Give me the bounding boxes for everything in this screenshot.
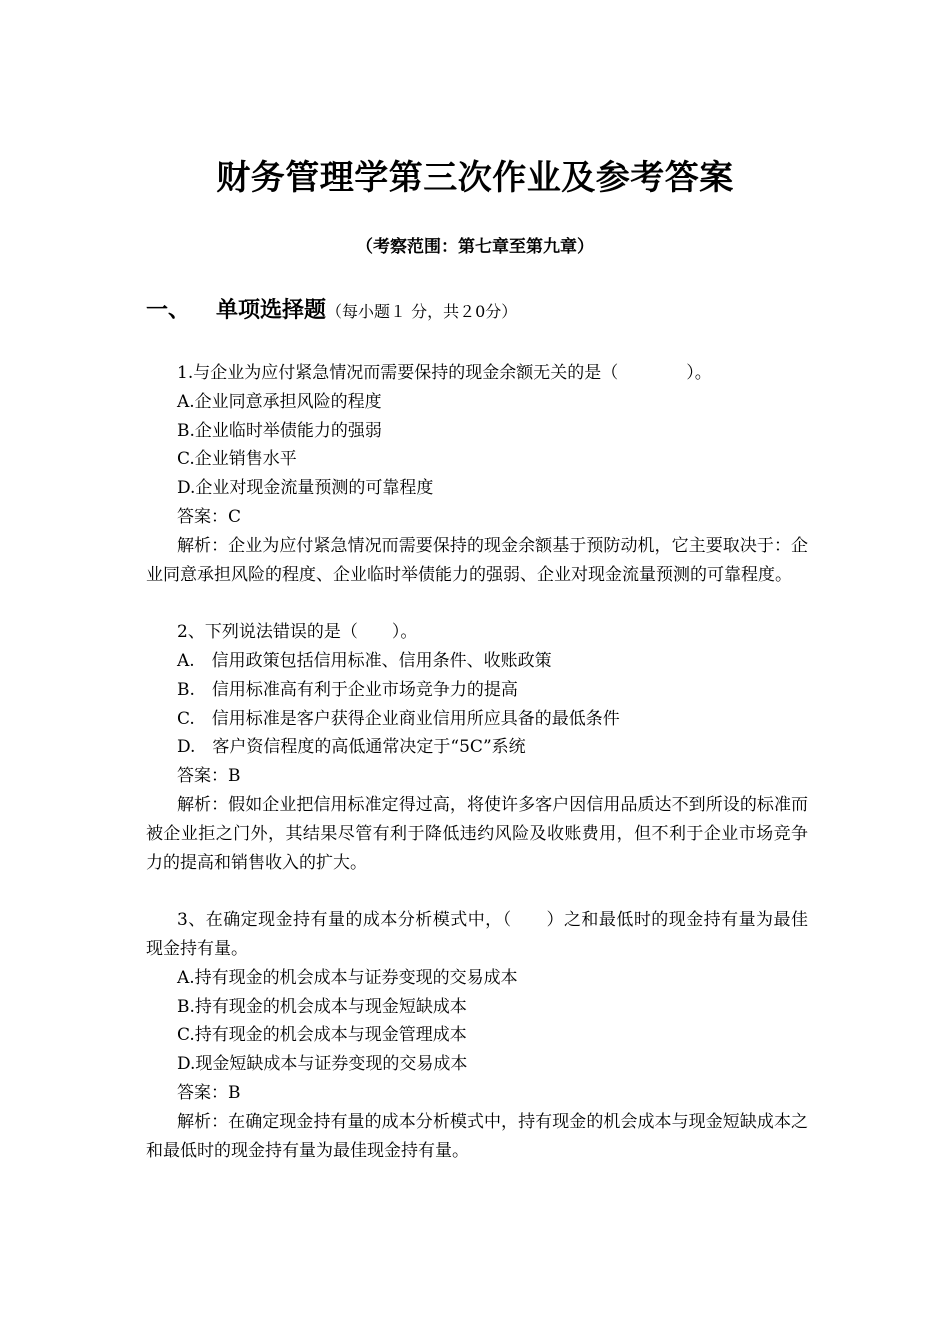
option-c: C.持有现金的机会成本与现金管理成本	[177, 1025, 467, 1046]
section-heading	[146, 294, 846, 329]
section-scoring-note: （每小题１ 分，共２0分）	[326, 302, 518, 321]
question-stem: 2、下列说法错误的是（ ）。	[177, 622, 418, 643]
option-a: A. 信用政策包括信用标准、信用条件、收账政策	[177, 650, 552, 671]
option-b: B. 信用标准高有利于企业市场竞争力的提高	[177, 679, 518, 700]
question-stem: 1.与企业为应付紧急情况而需要保持的现金余额无关的是（ ）。	[177, 363, 712, 383]
analysis: 解析：企业为应付紧急情况而需要保持的现金余额基于预防动机，它主要取决于：企业同意承担风险的程度、企业临时举债能力的强弱、企业对现金流量预测的可靠程度。	[146, 535, 808, 585]
question-stem: 3、在确定现金持有量的成本分析模式中，（ ）之和最低时的现金持有量为最佳现金持有量。	[146, 910, 808, 959]
option-d: D. 客户资信程度的高低通常决定于“5C”系统	[177, 737, 526, 758]
option-d: D.现金短缺成本与证券变现的交易成本	[177, 1054, 468, 1075]
answer: 答案：C	[177, 506, 242, 527]
answer: 答案：B	[177, 766, 241, 787]
document-title: 财务管理学第三次作业及参考答案	[216, 158, 734, 198]
option-b: B.持有现金的机会成本与现金短缺成本	[177, 996, 467, 1017]
question-2	[146, 618, 808, 877]
option-d: D.企业对现金流量预测的可靠程度	[177, 478, 434, 499]
section-title: 单项选择题	[216, 298, 327, 323]
question-3	[146, 906, 808, 1165]
question-1	[146, 359, 808, 589]
document-subtitle: （考察范围：第七章至第九章）	[356, 237, 594, 257]
option-b: B.企业临时举债能力的强弱	[177, 420, 382, 441]
answer: 答案：B	[177, 1082, 241, 1103]
option-c: C.企业销售水平	[177, 449, 297, 470]
option-a: A.持有现金的机会成本与证券变现的交易成本	[177, 967, 518, 988]
question-list	[146, 359, 808, 1194]
option-a: A.企业同意承担风险的程度	[177, 391, 382, 412]
section-number: 一、	[146, 298, 191, 323]
analysis: 解析：假如企业把信用标准定得过高，将使许多客户因信用品质达不到所设的标准而被企业拒之门外，其结果尽管有利于降低违约风险及收账费用，但不利于企业市场竞争力的提高和销售收入的扩大。	[146, 794, 808, 873]
option-c: C. 信用标准是客户获得企业商业信用所应具备的最低条件	[177, 708, 620, 729]
analysis: 解析：在确定现金持有量的成本分析模式中，持有现金的机会成本与现金短缺成本之和最低时的现金持有量为最佳现金持有量。	[146, 1111, 808, 1161]
